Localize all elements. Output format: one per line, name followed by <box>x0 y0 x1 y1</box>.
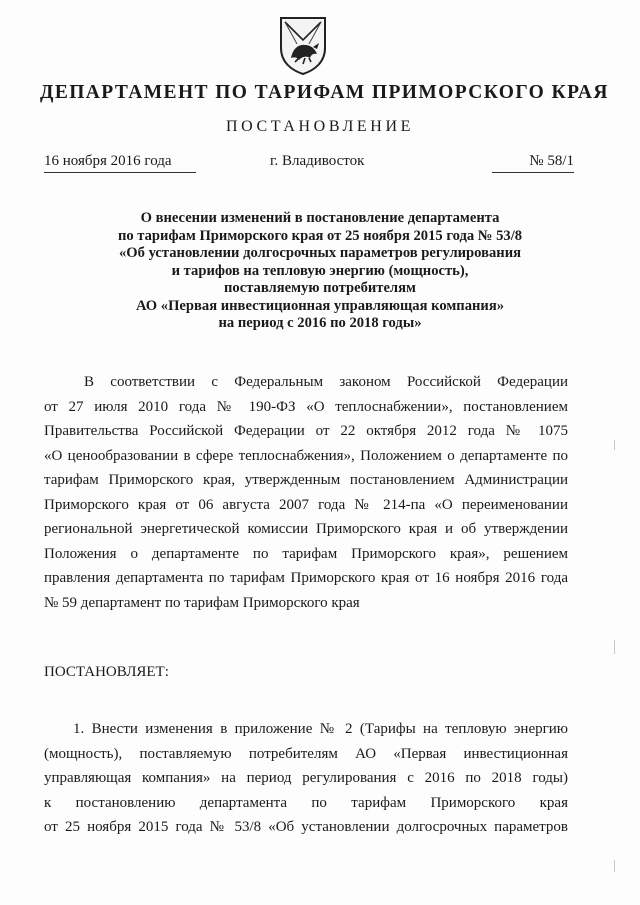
preamble-line: Правительства Российской Федерации от 22 октября 2012 года № 1075 <box>44 423 568 439</box>
heading-line: поставляемую потребителям <box>224 280 416 296</box>
item-1-line: к постановлению департамента по тарифам Приморского края <box>44 794 568 811</box>
preamble-line: В соответствии с Федеральным законом Российской Федерации <box>84 374 568 390</box>
heading-line: АО «Первая инвестиционная управляющая компания» <box>135 297 505 314</box>
item-1-line: управляющая компания» на период регулирования с 2016 по 2018 годы) <box>44 770 568 786</box>
coat-of-arms-emblem <box>277 14 329 76</box>
heading-line: и тарифов на тепловую энергию (мощность), <box>171 262 469 279</box>
item-1-line: 1. Внести изменения в приложение № 2 (Тарифы на тепловую энергию <box>73 721 568 737</box>
preamble-line: тарифам Приморского края, утвержденным постановлением Администрации <box>44 472 568 488</box>
preamble-line: от 27 июля 2010 года № 190-ФЗ «О теплоснабжении», постановлением <box>44 398 568 415</box>
item-1-paragraph <box>44 717 568 840</box>
department-title: ДЕПАРТАМЕНТ ПО ТАРИФАМ ПРИМОРСКОГО КРАЯ <box>40 82 609 103</box>
document-heading <box>60 210 580 333</box>
document-date: 16 ноября 2016 года <box>44 153 196 173</box>
heading-line: О внесении изменений в постановление департамента <box>140 210 500 226</box>
preamble-line: Положения о департаменте по тарифам Приморского края», решением <box>44 545 568 562</box>
item-1-line: (мощность), поставляемую потребителям АО «Первая инвестиционная <box>44 745 568 762</box>
document-type: ПОСТАНОВЛЕНИЕ <box>226 118 414 135</box>
item-1-line: от 25 ноября 2015 года № 53/8 «Об установлении долгосрочных параметров <box>44 819 568 835</box>
heading-line: на период с 2016 по 2018 годы» <box>218 315 422 331</box>
preamble-line: № 59 департамент по тарифам Приморского края <box>44 594 360 611</box>
preamble-line: региональной энергетической комиссии Приморского края и об утверждении <box>44 521 568 537</box>
scan-margin-mark <box>614 860 615 872</box>
preamble-line: правления департамента по тарифам Приморского края от 16 ноября 2016 года <box>44 570 568 586</box>
heading-line: по тарифам Приморского края от 25 ноября 2015 года № 53/8 <box>117 227 523 244</box>
preamble-paragraph <box>44 370 568 615</box>
scan-margin-mark <box>614 440 615 450</box>
preamble-line: «О ценообразовании в сфере теплоснабжения», Положением о департаменте по <box>44 447 568 464</box>
heading-line: «Об установлении долгосрочных параметров регулирования <box>118 245 521 261</box>
document-city: г. Владивосток <box>270 153 365 169</box>
resolve-word: ПОСТАНОВЛЯЕТ: <box>44 664 169 680</box>
preamble-line: Приморского края от 06 августа 2007 года № 214-па «О переименовании <box>44 496 568 513</box>
scan-margin-mark <box>614 640 615 654</box>
document-number: № 58/1 <box>492 153 574 173</box>
